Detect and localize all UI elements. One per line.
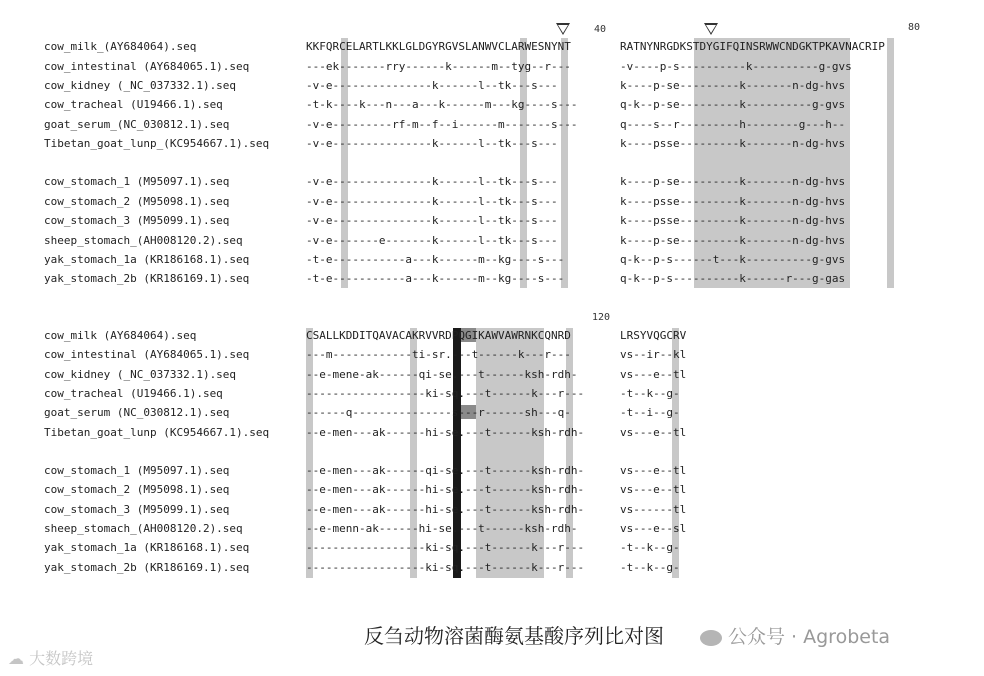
sequence-segment-2: q-k--p-se---------k----------g-gvs <box>620 98 846 111</box>
row-label: cow_stomach_2 (M95098.1).seq <box>44 195 230 208</box>
sequence-segment-1: --e-men---ak------hi-se.---t------ksh-rdh- <box>306 483 585 496</box>
sequence-segment-2: -t--k--g- <box>620 561 680 574</box>
sequence-segment-1: ---m------------ti-sr.---t------k---r--- <box>306 348 571 361</box>
row-label: cow_stomach_3 (M95099.1).seq <box>44 503 230 516</box>
shade-col-d <box>887 38 894 288</box>
sequence-segment-2: k----psse---------k-------n-dg-hvs <box>620 137 846 150</box>
row-label: yak_stomach_2b (KR186169.1).seq <box>44 561 250 574</box>
sequence-segment-1: -v-e---------------k------l--tk---s--- <box>306 137 558 150</box>
row-label: cow_kidney (_NC_037332.1).seq <box>44 368 237 381</box>
shade-block-region <box>694 38 850 288</box>
row-label: sheep_stomach_(AH008120.2).seq <box>44 522 243 535</box>
sequence-segment-1: ------------------ki-sq.---t------k---r--- <box>306 541 585 554</box>
figure-caption: 反刍动物溶菌酶氨基酸序列比对图 <box>364 624 664 648</box>
shade-col-c <box>561 38 568 288</box>
wechat-icon <box>700 630 722 646</box>
sequence-segment-1: -v-e---------------k------l--tk---s--- <box>306 79 558 92</box>
row-label: Tibetan_goat_lunp_(KC954667.1).seq <box>44 137 270 150</box>
sequence-segment-2: LRSYVQGCRV <box>620 329 687 342</box>
sequence-segment-1: -v-e---------------k------l--tk---s--- <box>306 175 558 188</box>
row-label: cow_stomach_3 (M95099.1).seq <box>44 214 230 227</box>
sequence-segment-2: vs---e--tl <box>620 426 687 439</box>
sequence-segment-2: vs---e--tl <box>620 483 687 496</box>
row-label: cow_milk_(AY684064).seq <box>44 40 197 53</box>
sequence-segment-1: -t-e-----------a---k------m--kg----s--- <box>306 272 565 285</box>
sequence-segment-1: --e-men---ak------hi-se.---t------ksh-rdh- <box>306 426 585 439</box>
sequence-segment-2: RATNYNRGDKSTDYGIFQINSRWWCNDGKTPKAVNACRIP <box>620 40 885 53</box>
shade-col-b <box>520 38 527 288</box>
row-label: goat_serum_(NC_030812.1).seq <box>44 118 230 131</box>
row-label: cow_kidney (_NC_037332.1).seq <box>44 79 237 92</box>
position-40: 40 <box>594 24 607 35</box>
shade-col-a <box>341 38 348 288</box>
row-label: cow_intestinal (AY684065.1).seq <box>44 348 250 361</box>
watermark-source <box>8 646 93 669</box>
cloud-icon: ☁ <box>8 649 30 668</box>
sequence-segment-2: vs---e--sl <box>620 522 687 535</box>
position-120: 120 <box>592 312 611 323</box>
sequence-segment-2: -t--i--g- <box>620 406 680 419</box>
row-label: cow_tracheal (U19466.1).seq <box>44 98 223 111</box>
row-label: cow_stomach_1 (M95097.1).seq <box>44 175 230 188</box>
sequence-segment-2: vs--ir--kl <box>620 348 687 361</box>
row-label: cow_stomach_1 (M95097.1).seq <box>44 464 230 477</box>
watermark-account <box>700 622 890 649</box>
sequence-segment-2: vs------tl <box>620 503 687 516</box>
sequence-segment-1: -v-e---------rf-m--f--i------m-------s--- <box>306 118 578 131</box>
sequence-segment-2: -t--k--g- <box>620 387 680 400</box>
sequence-segment-1: --e-men---ak------qi-se.---t------ksh-rdh- <box>306 464 585 477</box>
sequence-segment-2: k----psse---------k-------n-dg-hvs <box>620 214 846 227</box>
row-label: sheep_stomach_(AH008120.2).seq <box>44 234 243 247</box>
sequence-segment-1: --e-mene-ak------qi-se.---t------ksh-rdh- <box>306 368 578 381</box>
sequence-segment-1: ------------------ki-sq.---t------k---r--- <box>306 561 585 574</box>
sequence-segment-2: k----psse---------k-------n-dg-hvs <box>620 195 846 208</box>
sequence-segment-2: q-k--p-s----------k------r---g-gas <box>620 272 846 285</box>
row-label: cow_tracheal (U19466.1).seq <box>44 387 223 400</box>
sequence-segment-1: --e-menn-ak------hi-se.---t------ksh-rdh- <box>306 522 578 535</box>
sequence-segment-1: -t-k----k---n---a---k------m---kg----s--- <box>306 98 578 111</box>
row-label: cow_milk (AY684064).seq <box>44 329 197 342</box>
sequence-segment-1: -v-e---------------k------l--tk---s--- <box>306 214 558 227</box>
sequence-segment-2: k----p-se---------k-------n-dg-hvs <box>620 175 846 188</box>
row-label: cow_stomach_2 (M95098.1).seq <box>44 483 230 496</box>
sequence-segment-2: q-k--p-s------t---k----------g-gvs <box>620 253 846 266</box>
sequence-segment-2: k----p-se---------k-------n-dg-hvs <box>620 234 846 247</box>
sequence-segment-1: -v-e-------e-------k------l--tk---s--- <box>306 234 558 247</box>
sequence-segment-2: vs---e--tl <box>620 368 687 381</box>
sequence-segment-1: -t-e-----------a---k------m--kg----s--- <box>306 253 565 266</box>
sequence-segment-1: --e-men---ak------hi-se.---t------ksh-rdh- <box>306 503 585 516</box>
sequence-segment-1: CSALLKDDITQAVACAKRVVRDPQGIKAWVAWRNKCQNRD <box>306 329 571 342</box>
sequence-segment-2: vs---e--tl <box>620 464 687 477</box>
row-label: Tibetan_goat_lunp (KC954667.1).seq <box>44 426 270 439</box>
row-label: goat_serum (NC_030812.1).seq <box>44 406 230 419</box>
row-label: cow_intestinal (AY684065.1).seq <box>44 60 250 73</box>
marker-triangle-2 <box>704 23 718 35</box>
row-label: yak_stomach_2b (KR186169.1).seq <box>44 272 250 285</box>
sequence-segment-1: ---ek-------rry------k------m--tyg--r--- <box>306 60 571 73</box>
watermark-source-text: 大数跨境 <box>29 649 94 668</box>
sequence-segment-1: ------q---------------s---r------sh---q- <box>306 406 571 419</box>
sequence-segment-1: ------------------ki-sq.---t------k---r--- <box>306 387 585 400</box>
position-80: 80 <box>908 22 921 33</box>
sequence-segment-1: -v-e---------------k------l--tk---s--- <box>306 195 558 208</box>
row-label: yak_stomach_1a (KR186168.1).seq <box>44 541 250 554</box>
watermark-account-text: 公众号 · Agrobeta <box>728 626 891 648</box>
sequence-segment-2: k----p-se---------k-------n-dg-hvs <box>620 79 846 92</box>
sequence-segment-2: -v----p-s----------k----------g-gvs <box>620 60 852 73</box>
row-label: yak_stomach_1a (KR186168.1).seq <box>44 253 250 266</box>
sequence-segment-2: q----s--r---------h--------g---h-- <box>620 118 846 131</box>
marker-triangle-1 <box>556 23 570 35</box>
sequence-segment-1: KKFQRCELARTLKKLGLDGYRGVSLANWVCLARWESNYNT <box>306 40 571 53</box>
sequence-segment-2: -t--k--g- <box>620 541 680 554</box>
